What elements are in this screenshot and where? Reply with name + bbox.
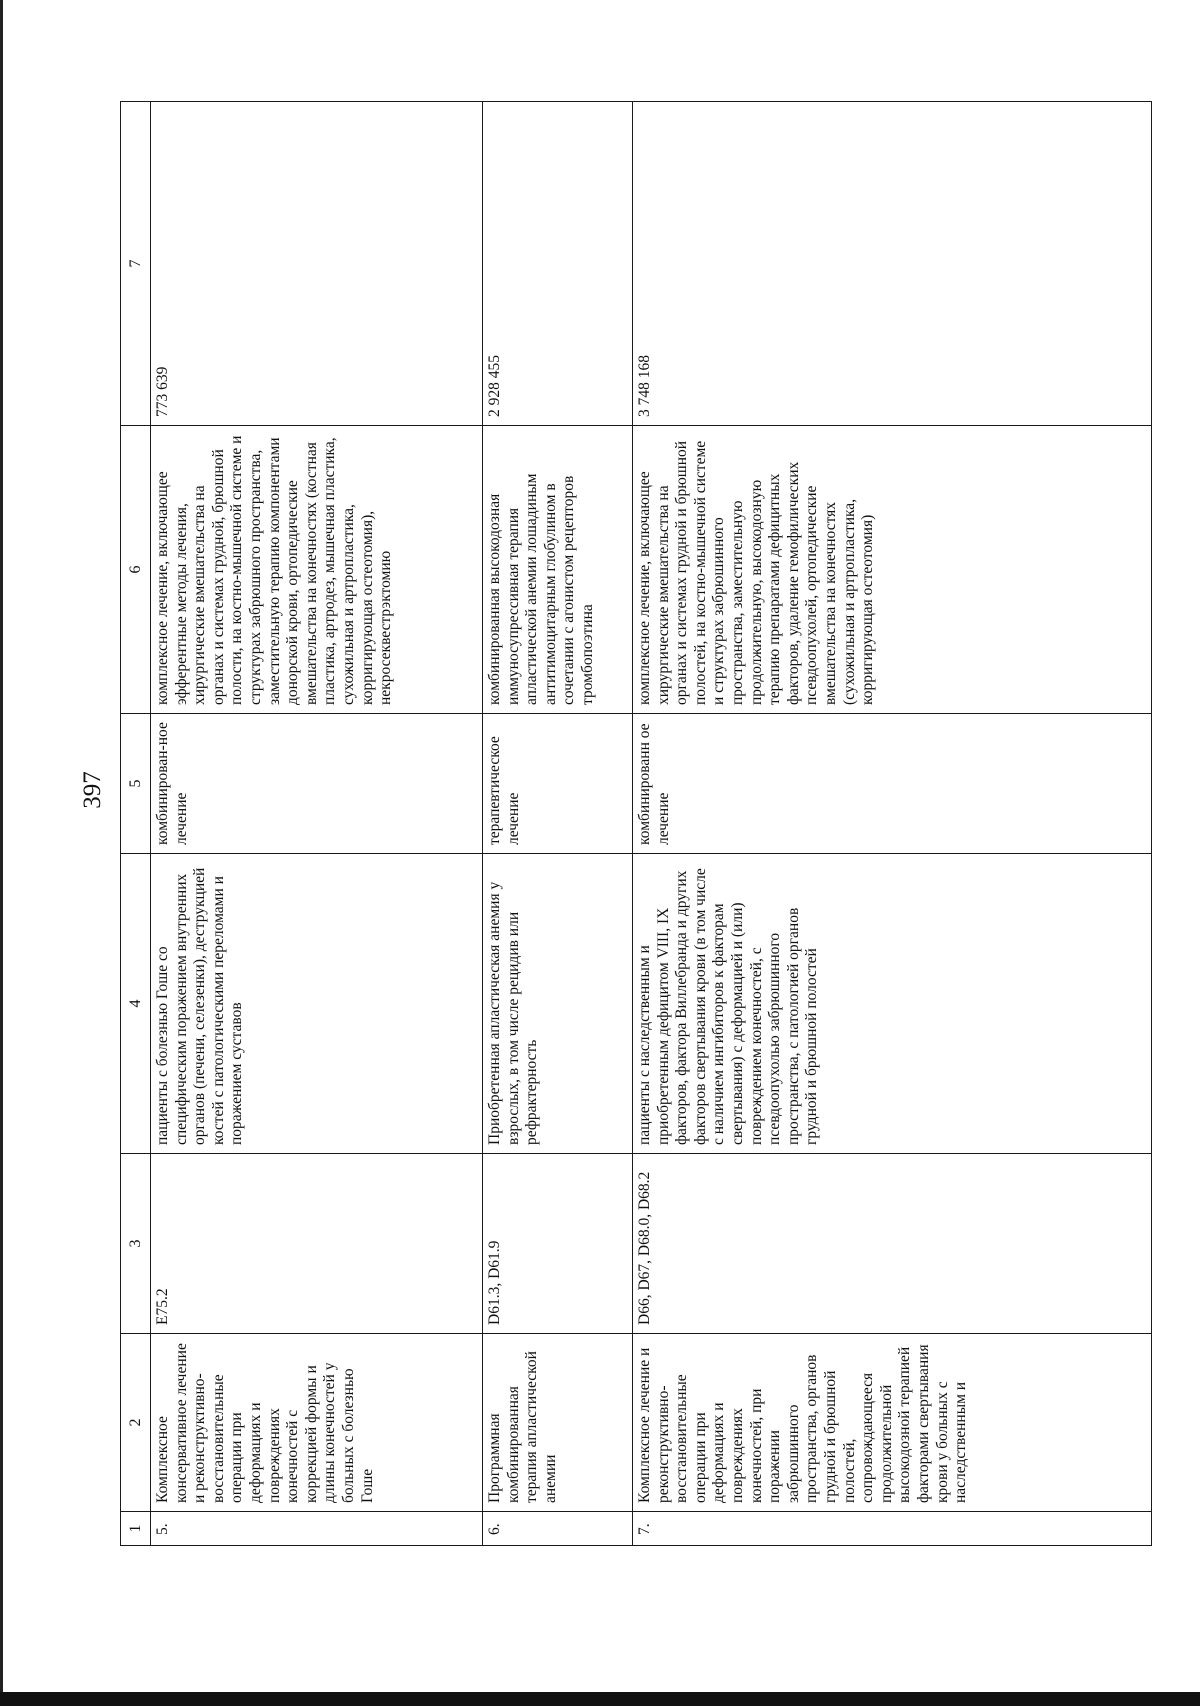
header-cell: 4 — [121, 854, 151, 1154]
row-codes: E75.2 — [151, 1154, 483, 1334]
header-cell: 6 — [121, 426, 151, 714]
scan-edge-bottom — [0, 1692, 1200, 1706]
row-method: комбинированная высокодозная иммуносупрессивная терапия апластической анемии лошадиным антитимоцитарным глобулином в сочетании с агонистом рецепторов тромбопоэтина — [483, 426, 633, 714]
header-cell: 7 — [121, 102, 151, 426]
header-row — [121, 102, 151, 1546]
table-row — [633, 102, 1152, 1546]
row-number: 7. — [633, 1512, 1152, 1546]
row-codes: D66, D67, D68.0, D68.2 — [633, 1154, 1152, 1334]
row-treatment-type: комбинированн ое лечение — [633, 714, 1152, 854]
row-treatment-type: комбинирован-ное лечение — [151, 714, 483, 854]
header-cell: 2 — [121, 1334, 151, 1512]
row-patients: пациенты с наследственным и приобретенным дефицитом VIII, IX факторов, фактора Виллебранда и других факторов свертывания крови (в том числе с наличием ингибиторов к факторам свертывания) с деформацией и (или) повреждением конечностей, с псевдоопухолью забрюшинного пространства, с патологией органов грудной и брюшной полостей — [633, 854, 1152, 1154]
row-cost: 2 928 455 — [483, 102, 633, 426]
header-cell: 5 — [121, 714, 151, 854]
row-name: Комплексное консервативное лечение и реконструктивно-восстановительные операции при деформациях и повреждениях конечностей с коррекцией формы и длины конечностей у больных с болезнью Гоше — [151, 1334, 483, 1512]
row-number: 6. — [483, 1512, 633, 1546]
header-cell: 3 — [121, 1154, 151, 1334]
page-number: 397 — [79, 771, 106, 809]
row-cost: 3 748 168 — [633, 102, 1152, 426]
treatment-table — [120, 101, 1152, 1546]
rotated-table-container — [120, 102, 1152, 1546]
row-name: Программная комбинированная терапия апластической анемии — [483, 1334, 633, 1512]
row-treatment-type: терапевтическое лечение — [483, 714, 633, 854]
table-row — [483, 102, 633, 1546]
row-method: комплексное лечение, включающее эфферентные методы лечения, хирургические вмешательства на органах и системах грудной, брюшной полости, на костно-мышечной системе и структурах забрюшного пространства, заместительную терапию компонентами донорской крови, ортопедические вмешательства на конечностях (костная пластика, артродез, мышечная пластика, сухожильная и артропластика, корригирующая остеотомия), некросеквестрэктомию — [151, 426, 483, 714]
row-number: 5. — [151, 1512, 483, 1546]
row-patients: пациенты с болезнью Гоше со специфическим поражением внутренних органов (печени, селезенки), деструкцией костей с патологическими переломами и поражением суставов — [151, 854, 483, 1154]
row-name: Комплексное лечение и реконструктивно-восстановительные операции при деформациях и повреждениях конечностей, при поражении забрюшинного пространства, органов грудной и брюшной полостей, сопровождающееся продолжительной высокодозной терапией факторами свертывания крови у больных с наследственным и — [633, 1334, 1152, 1512]
scan-edge — [0, 0, 3, 1706]
header-cell: 1 — [121, 1512, 151, 1546]
table-row — [151, 102, 483, 1546]
row-method: комплексное лечение, включающее хирургические вмешательства на органах и системах грудной и брюшной полостей, на костно-мышечной системе и структурах забрюшинного пространства, заместительную продолжительную, высокодозную терапию препаратами дефицитных факторов, удаление гемофилических псевдоопухолей, ортопедические вмешательства на конечностях (сухожильная и артропластика, корригирующая остеотомия) — [633, 426, 1152, 714]
row-cost: 773 639 — [151, 102, 483, 426]
row-patients: Приобретенная апластическая анемия у взрослых, в том числе рецидив или рефрактерность — [483, 854, 633, 1154]
row-codes: D61.3, D61.9 — [483, 1154, 633, 1334]
